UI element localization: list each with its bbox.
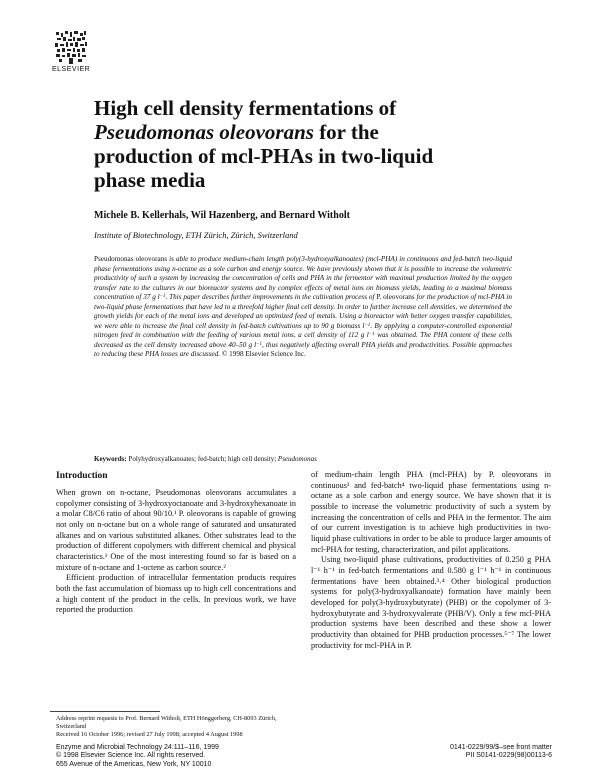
title-line-3: production of mcl-PHAs in two-liquid (94, 144, 434, 168)
correspondence-note (56, 715, 296, 740)
abstract-text-4: . By applying a computer-controlled exponential nitrogen feed in combination with the feeding of various metal ions, a cell density of 112 g l (94, 321, 512, 340)
title-line-2-rest: for the (313, 120, 379, 144)
reprint-address: Address reprint requests to Prof. Bernard Witholt, ETH Hönggerberg, CH-8093 Zürich, Switzerland (56, 715, 277, 731)
abstract-species: Pseudomonas oleovorans (94, 255, 168, 263)
keywords (94, 455, 512, 463)
keywords-italic: Pseudomonas (277, 455, 317, 463)
body-column-left (56, 488, 296, 616)
abstract (94, 255, 512, 360)
abstract-text-3: for the production of mcl-PHA in two-liquid phase fermentations that have led to a threefold higher final cell density. In order to further increase cell densities, we determined the growth yields for each of the metal ions and developed an optimized feed of metals. Using a bioreactor with better oxygen transfer capabilities, we were able to increase the final cell density in fed-batch cultivations up to 90 g biomass l (94, 293, 512, 330)
abstract-text-1: is able to produce medium-chain length poly(3-hydroxyalkanoates) (mcl-PHA) in continuous and fed-batch two-liquid phase fermentations using n-octane as a sole carbon and energy source. We have previously shown that it is possible to increase the volumetric productivity of such a system by increasing the concentration of cells and PHA in the fermentor with maximal production limited by the oxygen transfer rate to the cultures in our bioreactor systems and by complex effects of metal ions on biomass yields, leading to a maximal biomass concentration of 37 g l (94, 255, 512, 302)
publisher-logo-text: ELSEVIER (52, 66, 91, 73)
pii-line: PII S0141-0229(98)00113-6 (465, 752, 552, 760)
intro-paragraph-1: When grown on n-octane, Pseudomonas oleovorans accumulates a copolymer consisting of 3-hydroxyoctanoate and 3-hydroxyhexanoate in a molar C8/C6 ratio of about 90/10.¹ P. oleovorans is capable of growing not only on n-octane but on a whole range of saturated and unsaturated alkanes and on various substituted alkanes. Other substrates lead to the production of different copolymers with different chemical and physical characteristics.¹ One of the most interesting found so far is based on a mixture of n-octane and 1-octene as carbon source.² (56, 488, 296, 572)
section-heading-introduction: Introduction (56, 471, 108, 481)
received-dates: Received 16 October 1996; revised 27 July 1998; accepted 4 August 1998 (56, 731, 243, 739)
abstract-species-2: P. oleovorans (376, 293, 415, 302)
keywords-label: Keywords: (94, 455, 127, 463)
title-species: Pseudomonas oleovorans (94, 120, 314, 144)
abstract-sup-4: −1 (256, 341, 263, 347)
abstract-sup-2: −1 (364, 322, 371, 328)
journal-footer-right (450, 744, 552, 761)
affiliation: Institute of Biotechnology, ETH Zürich, Zürich, Switzerland (94, 230, 298, 240)
abstract-sup-3: −1 (368, 332, 375, 338)
issn-line: 0141-0229/99/$–see front matter (450, 744, 552, 751)
abstract-sup-1: −1 (159, 294, 166, 300)
elsevier-tree-logo (54, 30, 88, 64)
intro-paragraph-4: Using two-liquid phase cultivations, productivities of 0.250 g PHA l⁻¹ h⁻¹ in fed-batch fermentations and 0.580 g l⁻¹ h⁻¹ in continuous fermentations have been obtained.³˒⁴ Other biological production systems for poly(3-hydroxyalkanoate) formation have mainly been developed for poly(3-hydroxybutyrate) (PHB) or the copolymer of 3-hydroxybutyrate and 3-hydroxyvalerate (PHB/V). Only a few mcl-PHA production systems have been described and these show a lower productivity than obtained for PHB production processes.⁵⁻⁷ The lower productivity for mcl-PHA in P. (311, 555, 551, 650)
title-line-1: High cell density fermentations of (94, 96, 397, 120)
copyright-line: © 1998 Elsevier Science Inc. All rights reserved. (56, 752, 206, 760)
publisher-address: 655 Avenue of the Americas, New York, NY 10010 (56, 760, 212, 768)
journal-citation: Enzyme and Microbial Technology 24:111–116, 1999 (56, 744, 219, 751)
intro-paragraph-3: of medium-chain length PHA (mcl-PHA) by P. oleovorans in continuous³ and fed-batch⁴ two-liquid phase fermentations using n-octane as a sole carbon and energy source. We have shown that it is possible to increase the volumetric productivity of such a system by increasing the concentration of cells and PHA in the fermentor. The aim of our current investigation is to achieve high productivities in two-liquid phase cultivations in order to be able to produce larger amounts of mcl-PHA for testing, characterization, and pilot applications. (311, 470, 551, 554)
journal-footer-left (56, 744, 219, 769)
abstract-text-6: , thus negatively affecting overall PHA yields and productivities. Possible approaches to reducing these PHA losses are discussed. (94, 340, 513, 359)
intro-paragraph-2: Efficient production of intracellular fermentation products requires both the fast accumulation of biomass up to high cell concentrations and a high content of the product in the cells. In previous work, we have reported the production (56, 573, 296, 615)
abstract-copyright: © 1998 Elsevier Science Inc. (221, 350, 306, 359)
title-line-4: phase media (94, 168, 206, 192)
body-column-right (311, 470, 551, 651)
abstract-text-2: . This paper describes further improvements in the cultivation process of (165, 293, 377, 302)
abstract-text-5: was obtained. The PHA content of these cells decreased as the cell density increased above 40–50 g l (94, 331, 512, 349)
footnote-rule (50, 711, 160, 712)
authors: Michele B. Kellerhals, Wil Hazenberg, and Bernard Witholt (94, 210, 350, 221)
keywords-text: Polyhydroxyalkanoates; fed-batch; high cell density; (126, 455, 278, 463)
article-title (94, 96, 514, 192)
